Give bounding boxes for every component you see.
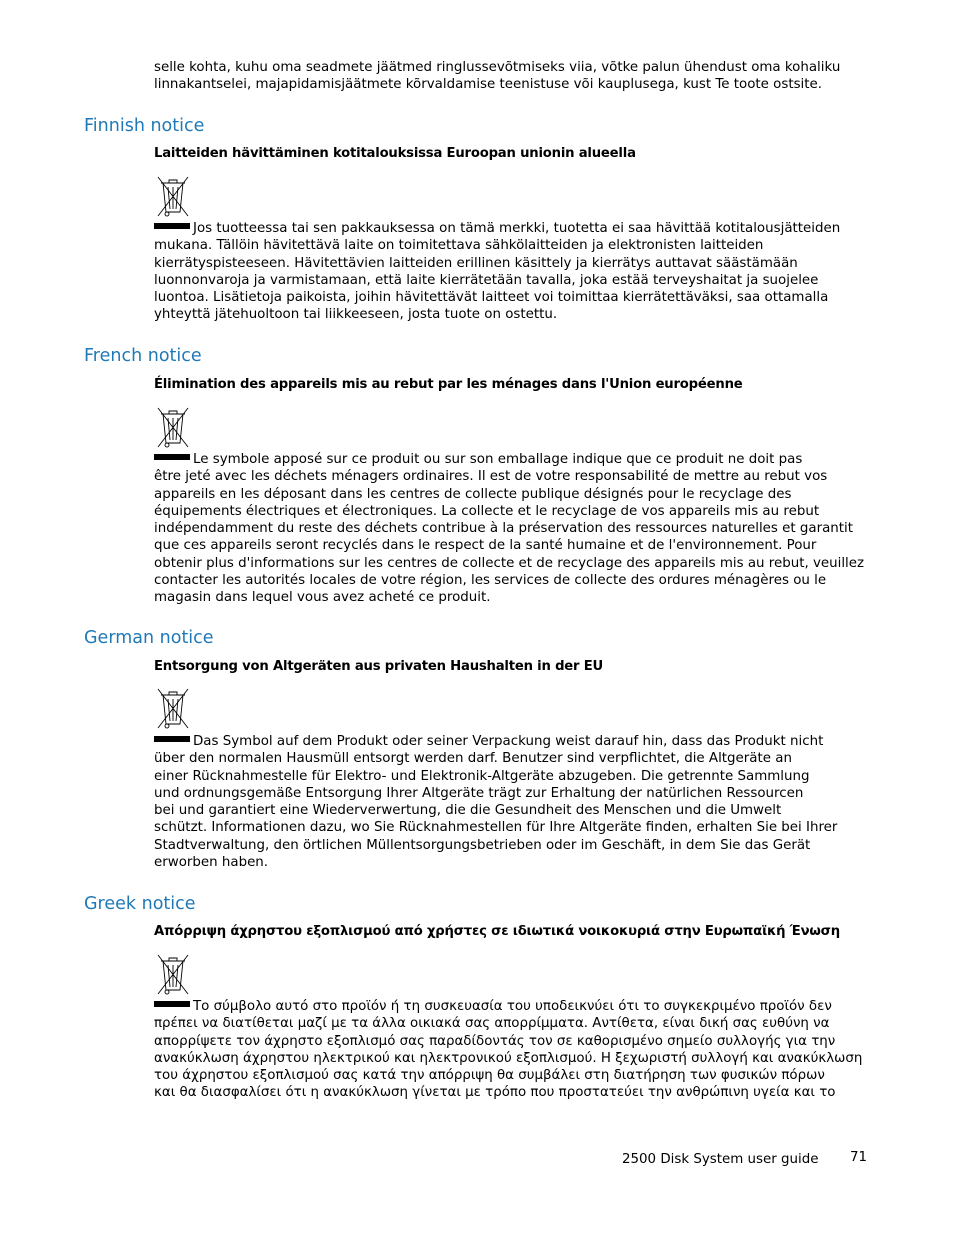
greek-notice-body	[154, 998, 864, 1102]
text-line: que ces appareils seront recyclés dans le respect de la santé humaine et de l'environnement. Pour	[154, 538, 817, 554]
intro-paragraph	[154, 59, 864, 94]
finnish-notice-subheading: Laitteiden hävittäminen kotitalouksissa Euroopan unionin alueella	[154, 146, 636, 161]
text-line: erworben haben.	[154, 855, 269, 871]
text-line: obtenir plus d'informations sur les centres de collecte et de recyclage des appareils mis au rebut, veuillez	[154, 555, 865, 571]
text-line: απορρίψετε τον άχρηστο εξοπλισμό σας παραδίδοντάς τον σε καθορισμένο σημείο συλλογής για την	[154, 1033, 836, 1049]
text-line: linnakantselei, majapidamisjäätmete kõrvaldamise teenistuse või kauplusega, kust Te toote ostsite.	[154, 77, 823, 93]
french-notice-body	[154, 451, 864, 607]
text-line: luonnonvaroja ja varmistamaan, että laite kierrätetään tavalla, joka estää terveyshaitat ja suojelee	[154, 272, 819, 288]
footer-document-title: 2500 Disk System user guide	[622, 1152, 819, 1167]
crossed-out-wheelie-bin-icon	[155, 405, 191, 449]
text-line: Το σύμβολο αυτό στο προϊόν ή τη συσκευασία του υποδεικνύει ότι το συγκεκριμένο προϊόν δεν	[193, 999, 832, 1014]
text-line: του άχρηστου εξοπλισμού σας κατά την απόρριψη θα συμβάλει στη διατήρηση των φυσικών πόρων	[154, 1068, 825, 1084]
finnish-notice-body	[154, 220, 864, 324]
text-line: mukana. Tällöin hävitettävä laite on toimitettava sähkölaitteiden ja elektronisten laitteiden	[154, 238, 764, 254]
text-line: magasin dans lequel vous avez acheté ce produit.	[154, 590, 491, 606]
text-line: einer Rücknahmestelle für Elektro- und Elektronik-Altgeräte abzugeben. Die getrennte Sammlung	[154, 768, 810, 784]
french-notice-subheading: Élimination des appareils mis au rebut par les ménages dans l'Union européenne	[154, 377, 743, 392]
text-line: und ordnungsgemäße Entsorgung Ihrer Altgeräte trägt zur Erhaltung der natürlichen Ressourcen	[154, 785, 804, 801]
text-line: Le symbole apposé sur ce produit ou sur son emballage indique que ce produit ne doit pas	[193, 452, 803, 467]
text-line: bei und garantiert eine Wiederverwertung, die die Gesundheit des Menschen und die Umwelt	[154, 803, 782, 819]
crossed-out-wheelie-bin-icon	[155, 174, 191, 218]
marker-bar	[154, 736, 190, 742]
text-line: selle kohta, kuhu oma seadmete jäätmed ringlussevõtmiseks viia, võtke palun ühendust oma kohaliku	[154, 60, 841, 75]
text-line: Stadtverwaltung, den örtlichen Müllentsorgungsbetrieben oder im Geschäft, in dem Sie das Gerät	[154, 837, 811, 853]
text-line: équipements électriques et électroniques. La collecte et le recyclage de vos appareils mis au rebut	[154, 503, 820, 519]
page-number: 71	[850, 1150, 868, 1165]
text-line: ανακύκλωση άχρηστου ηλεκτρικού και ηλεκτρονικού εξοπλισμού. Η ξεχωριστή συλλογή και ανακύκλωση	[154, 1050, 863, 1066]
text-line: luontoa. Lisätietoja paikoista, joihin hävitettävät laitteet voi toimittaa kierrätettäväksi, saa ottamalla	[154, 290, 829, 306]
text-line: über den normalen Hausmüll entsorgt werden darf. Benutzer sind verpflichtet, die Altgeräte an	[154, 751, 792, 767]
text-line: indépendamment du reste des déchets contribue à la préservation des ressources naturelles et garantit	[154, 521, 853, 537]
german-notice-body	[154, 733, 864, 871]
text-line: être jeté avec les déchets ménagers ordinaires. Il est de votre responsabilité de mettre au rebut vos	[154, 469, 828, 485]
crossed-out-wheelie-bin-icon	[155, 952, 191, 996]
greek-notice-heading: Greek notice	[84, 894, 196, 914]
text-line: schützt. Informationen dazu, wo Sie Rücknahmestellen für Ihre Altgeräte finden, erhalten Sie bei Ihrer	[154, 820, 838, 836]
crossed-out-wheelie-bin-icon	[155, 686, 191, 730]
french-notice-heading: French notice	[84, 346, 202, 366]
text-line: πρέπει να διατίθεται μαζί με τα άλλα οικιακά σας απορρίμματα. Αντίθετα, είναι δική σας ευθύνη να	[154, 1016, 830, 1032]
text-line: appareils en les déposant dans les centres de collecte publique désignés pour le recyclage des	[154, 486, 792, 502]
text-line: και θα διασφαλίσει ότι η ανακύκλωση γίνεται με τρόπο που προστατεύει την ανθρώπινη υγεία και το	[154, 1085, 836, 1101]
german-notice-heading: German notice	[84, 628, 214, 648]
finnish-notice-heading: Finnish notice	[84, 116, 205, 136]
text-line: Das Symbol auf dem Produkt oder seiner Verpackung weist darauf hin, dass das Produkt nicht	[193, 734, 824, 749]
text-line: yhteyttä jätehuoltoon tai liikkeeseen, josta tuote on ostettu.	[154, 307, 558, 323]
marker-bar	[154, 1001, 190, 1007]
marker-bar	[154, 223, 190, 229]
text-line: kierrätyspisteeseen. Hävitettävien laitteiden erillinen käsittely ja kierrätys auttavat säästämään	[154, 255, 798, 271]
text-line: Jos tuotteessa tai sen pakkauksessa on tämä merkki, tuotetta ei saa hävittää kotitalousjätteiden	[193, 221, 841, 236]
greek-notice-subheading: Απόρριψη άχρηστου εξοπλισμού από χρήστες σε ιδιωτικά νοικοκυριά στην Ευρωπαϊκή Ένωση	[154, 924, 840, 939]
german-notice-subheading: Entsorgung von Altgeräten aus privaten Haushalten in der EU	[154, 659, 604, 674]
text-line: contacter les autorités locales de votre région, les services de collecte des ordures ménagères ou le	[154, 573, 827, 589]
marker-bar	[154, 454, 190, 460]
